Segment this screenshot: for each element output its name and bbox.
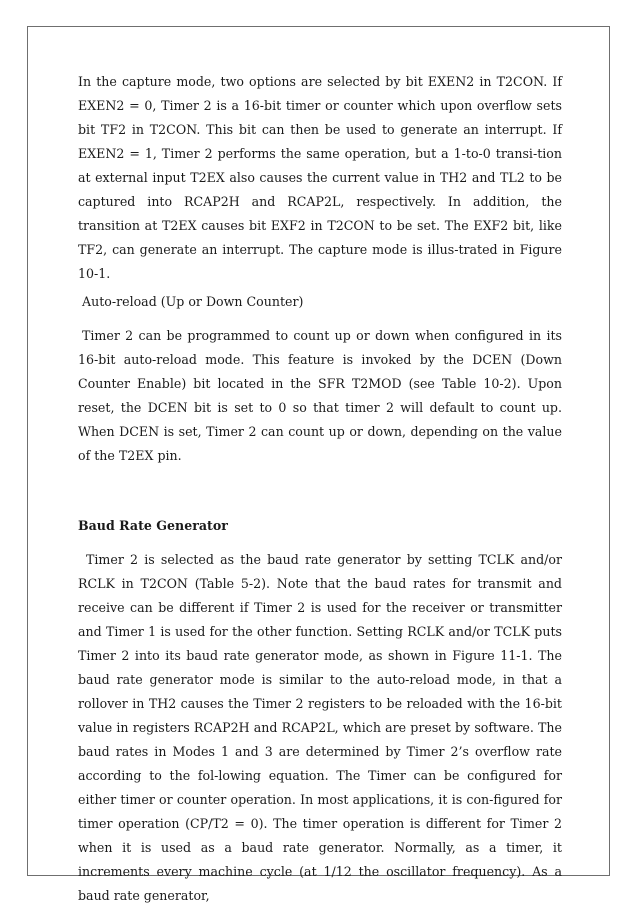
document-body xyxy=(78,70,562,908)
section-heading: Baud Rate Generator xyxy=(78,518,228,533)
auto-reload-subheading: Auto-reload (Up or Down Counter) xyxy=(82,294,304,309)
baud-rate-paragraph: Timer 2 is selected as the baud rate generator by setting TCLK and/or RCLK in T2CON (Table 5-2). Note that the baud rates for transmit and receive can be different if Timer 2 is used for the receiver or transmitter and Timer 1 is used for the other function. Setting RCLK and/or TCLK puts Timer 2 into its baud rate generator mode, as shown in Figure 11-1. The baud rate generator mode is similar to the auto-reload mode, in that a rollover in TH2 causes the Timer 2 registers to be reloaded with the 16-bit value in registers RCAP2H and RCAP2L, which are preset by software. The baud rates in Modes 1 and 3 are determined by Timer 2’s overflow rate according to the fol-lowing equation. The Timer can be configured for either timer or counter operation. In most applications, it is con-figured for timer operation (CP/T2 = 0). The timer operation is different for Timer 2 when it is used as a baud rate generator. Normally, as a timer, it increments every machine cycle (at 1/12 the oscillator frequency). As a baud rate generator, xyxy=(78,552,562,903)
capture-mode-paragraph: In the capture mode, two options are selected by bit EXEN2 in T2CON. If EXEN2 = 0, Timer 2 is a 16-bit timer or counter which upon overflow sets bit TF2 in T2CON. This bit can then be used to generate an interrupt. If EXEN2 = 1, Timer 2 performs the same operation, but a 1-to-0 transi-tion at external input T2EX also causes the current value in TH2 and TL2 to be captured into RCAP2H and RCAP2L, respectively. In addition, the transition at T2EX causes bit EXF2 in T2CON to be set. The EXF2 bit, like TF2, can generate an interrupt. The capture mode is illus-trated in Figure 10-1. xyxy=(78,74,562,281)
auto-reload-paragraph: Timer 2 can be programmed to count up or down when configured in its 16-bit auto-reload mode. This feature is invoked by the DCEN (Down Counter Enable) bit located in the SFR T2MOD (see Table 10-2). Upon reset, the DCEN bit is set to 0 so that timer 2 will default to count up. When DCEN is set, Timer 2 can count up or down, depending on the value of the T2EX pin. xyxy=(78,328,562,463)
